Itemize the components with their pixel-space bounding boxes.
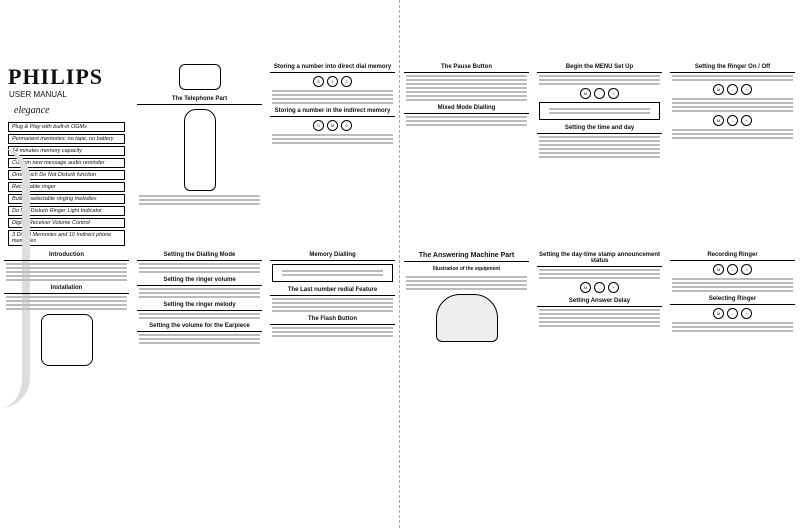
plus-key: + (741, 115, 752, 126)
section-header: Memory Dialling (270, 250, 395, 261)
plus-key: + (608, 88, 619, 99)
feature-item: 3 Direct Memories and 10 Indirect phone memories (8, 230, 125, 246)
plus-key: + (608, 282, 619, 293)
note-box (539, 102, 660, 120)
wall-mount-illustration (179, 64, 221, 90)
feature-item: Recordable ringer (8, 182, 125, 192)
section-header: Begin the MENU Set Up (537, 62, 662, 73)
minus-key: - (594, 88, 605, 99)
store-key: S (313, 76, 324, 87)
section-header: Setting the ringer melody (137, 300, 262, 311)
section-header: Mixed Mode Dialling (404, 103, 529, 114)
section-header: Recording Ringer (670, 250, 795, 261)
minus-key: - (594, 282, 605, 293)
feature-item: Built-in selectable ringing melodies (8, 194, 125, 204)
section-header: The Flash Button (270, 314, 395, 325)
minus-key: - (727, 115, 738, 126)
section-header: Setting the Ringer On / Off (670, 62, 795, 73)
menu-key: M (713, 264, 724, 275)
section-header: Setting the volume for the Earpiece (137, 321, 262, 332)
minus-key: - (727, 264, 738, 275)
note-box (272, 264, 393, 282)
panel-dialling (266, 248, 399, 516)
plus-key: + (741, 264, 752, 275)
section-header: Illustration of the equipment (432, 266, 501, 272)
feature-item: Do Not Disturb Ringer Light Indicator (8, 206, 125, 216)
section-header: Installation (4, 283, 129, 294)
brand-logo: PHILIPS (8, 64, 104, 89)
section-header: Introduction (4, 250, 129, 261)
section-header: Setting the Dialling Mode (137, 250, 262, 261)
panel-answering-machine (400, 248, 533, 516)
minus-key: - (727, 308, 738, 319)
section-header: Setting the ringer volume (137, 275, 262, 286)
feature-item: Digital Receiver Volume Control (8, 218, 125, 228)
menu-key: M (713, 115, 724, 126)
digit-key: 0 (341, 120, 352, 131)
section-header: The Pause Button (404, 62, 529, 73)
section-header: Storing a number in the indirect memory (270, 106, 395, 117)
plus-key: + (741, 308, 752, 319)
section-header: The Telephone Part (137, 94, 262, 105)
model-name: elegance (14, 105, 50, 116)
base-unit-illustration (436, 294, 498, 342)
feature-item: 14 minutes memory capacity (8, 146, 125, 156)
memory-key-2: 2 (341, 76, 352, 87)
section-header: Setting the time and day (537, 123, 662, 134)
feature-item: Custom new message audio reminder (8, 158, 125, 168)
menu-key: M (713, 84, 724, 95)
subtitle: USER MANUAL (9, 90, 67, 99)
section-header: The Answering Machine Part (404, 250, 529, 262)
menu-key: M (580, 282, 591, 293)
menu-key: M (713, 308, 724, 319)
memory-key: M (327, 120, 338, 131)
section-header: The Last number redial Feature (270, 285, 395, 296)
handset-illustration (184, 109, 216, 191)
memory-key-1: 1 (327, 76, 338, 87)
store-key: S (313, 120, 324, 131)
section-header: Setting Answer Delay (537, 296, 662, 307)
menu-key: M (580, 88, 591, 99)
installation-illustration (41, 314, 93, 366)
panel-stamp-delay (533, 248, 666, 516)
panel-introduction (0, 248, 133, 516)
feature-item: One-touch Do Not Disturb function (8, 170, 125, 180)
section-header: Storing a number into direct dial memory (270, 62, 395, 73)
section-header: Setting the day-time stamp announcement status (537, 250, 662, 267)
minus-key: - (727, 84, 738, 95)
panel-settings (133, 248, 266, 516)
panel-recording-ringer (666, 248, 799, 516)
feature-item: Permanent memories: no tape, no battery (8, 134, 125, 144)
feature-item: Plug & Play with built-in OGMs (8, 122, 125, 132)
section-header: Selecting Ringer (670, 294, 795, 305)
plus-key: + (741, 84, 752, 95)
